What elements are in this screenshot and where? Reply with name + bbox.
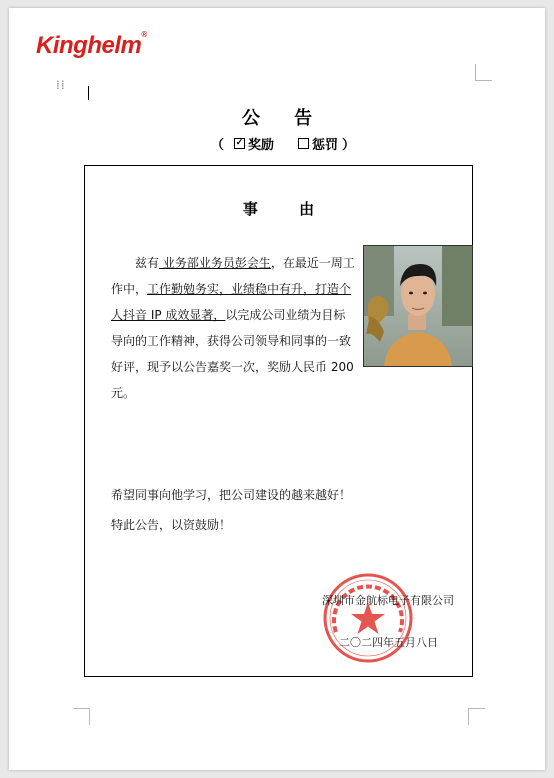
employee-name: 业务部业务员彭会生 <box>159 256 271 270</box>
closing-line-2: 特此公告，以资鼓励！ <box>111 518 232 532</box>
crop-mark-bottom-right <box>468 708 485 725</box>
body-reward: 以完成公司业绩为目标导向的工作精神，获得公司领导和同事的一致好评，现予以公告嘉奖一次，奖励人民币 200元。 <box>111 308 354 400</box>
document-page[interactable] <box>9 8 545 770</box>
crop-mark-bottom-left <box>73 708 90 725</box>
body-period: ，在最近一周工作中， <box>111 256 355 296</box>
signing-company: 深圳市金航标电子有限公司 <box>322 594 454 607</box>
employee-photo <box>363 245 473 367</box>
logo-text: Kinghelm <box>36 32 142 59</box>
penalty-label: 惩罚 <box>312 138 339 153</box>
notice-frame <box>84 165 473 677</box>
company-seal <box>322 572 414 664</box>
reward-checkbox[interactable]: ✓ <box>235 138 244 148</box>
open-paren: （ <box>211 138 225 153</box>
achievement-text: 工作勤勉务实，业绩稳中有升，打造个人抖音 IP 成效显著， <box>111 282 352 322</box>
signing-date: 二〇二四年五月八日 <box>339 636 438 649</box>
crop-mark-top-right <box>475 64 492 81</box>
reward-label: 奖励 <box>248 138 275 153</box>
notice-body <box>111 250 357 406</box>
drag-handle-icon[interactable]: ⁞⁞ <box>56 78 66 92</box>
reward-penalty-options <box>207 134 359 153</box>
closing-line-1: 希望同事向他学习，把公司建设的越来越好！ <box>111 488 352 502</box>
company-logo <box>36 32 147 60</box>
penalty-checkbox[interactable] <box>298 138 309 149</box>
notice-title: 公 告 <box>241 108 327 129</box>
closing-text <box>111 480 351 540</box>
text-cursor <box>88 86 89 100</box>
close-paren: ） <box>342 138 356 153</box>
body-intro: 兹有 <box>135 256 160 270</box>
registered-mark: ® <box>141 30 147 39</box>
section-heading: 事 由 <box>242 200 333 218</box>
